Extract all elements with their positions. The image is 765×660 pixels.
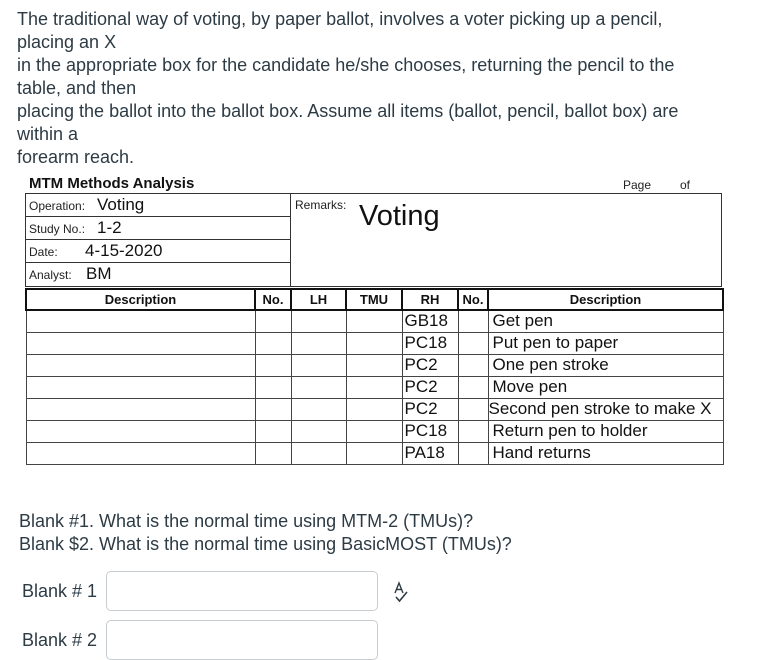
table-row <box>26 354 723 376</box>
page-label: Page <box>623 178 652 192</box>
intro-line: in the appropriate box for the candidate he/she chooses, returning the pencil to the <box>17 55 675 75</box>
lh-description-cell <box>26 310 255 332</box>
intro-line: table, and then <box>17 78 137 98</box>
tmu-cell <box>346 442 402 464</box>
blank-question-1: Blank #1. What is the normal time using MTM-2 (TMUs)? <box>19 511 474 531</box>
lh-cell <box>291 332 346 354</box>
lh-no-cell <box>255 354 291 376</box>
operation-value: Voting <box>97 195 145 214</box>
blank-1-input[interactable] <box>106 571 378 611</box>
lh-no-cell <box>255 442 291 464</box>
lh-description-cell <box>26 354 255 376</box>
table-header-row <box>26 289 723 310</box>
blank-2-input[interactable] <box>106 620 378 660</box>
table-row <box>26 310 723 332</box>
blank-question-2: Blank $2. What is the normal time using BasicMOST (TMUs)? <box>19 534 512 554</box>
column-header: RH <box>402 289 458 310</box>
lh-cell <box>291 420 346 442</box>
blank-2-label: Blank # 2 <box>22 629 98 650</box>
table-row <box>26 376 723 398</box>
lh-no-cell <box>255 376 291 398</box>
column-header: Description <box>26 289 255 310</box>
column-header: LH <box>291 289 346 310</box>
lh-description-cell <box>26 332 255 354</box>
rh-no-cell <box>458 442 488 464</box>
tmu-cell <box>346 332 402 354</box>
spell-check-icon[interactable] <box>391 581 411 603</box>
lh-description-cell <box>26 442 255 464</box>
lh-cell <box>291 310 346 332</box>
rh-description-cell: Put pen to paper <box>488 332 723 354</box>
column-header: Description <box>488 289 723 310</box>
lh-description-cell <box>26 420 255 442</box>
rh-cell: PA18 <box>402 442 458 464</box>
rh-cell: PC2 <box>402 398 458 420</box>
table-row <box>26 442 723 464</box>
rh-no-cell <box>458 310 488 332</box>
column-header: No. <box>458 289 488 310</box>
tmu-cell <box>346 310 402 332</box>
date-label: Date: <box>29 245 58 259</box>
rh-cell: PC18 <box>402 420 458 442</box>
blank-1-label: Blank # 1 <box>22 580 98 601</box>
remarks-value: Voting <box>359 200 440 232</box>
analyst-label: Analyst: <box>29 268 72 282</box>
table-row <box>26 398 723 420</box>
lh-cell <box>291 442 346 464</box>
tmu-cell <box>346 376 402 398</box>
operation-label: Operation: <box>29 199 86 213</box>
intro-line: placing the ballot into the ballot box. Assume all items (ballot, pencil, ballot box) are <box>17 101 679 121</box>
analyst-value: BM <box>86 264 112 283</box>
tmu-cell <box>346 354 402 376</box>
lh-no-cell <box>255 398 291 420</box>
question-intro <box>17 8 747 169</box>
lh-cell <box>291 376 346 398</box>
form-header-fields <box>26 194 291 286</box>
rh-cell: PC2 <box>402 354 458 376</box>
blank-1-row <box>22 571 378 611</box>
rh-cell: PC2 <box>402 376 458 398</box>
rh-no-cell <box>458 376 488 398</box>
form-header <box>25 193 722 287</box>
date-value: 4-15-2020 <box>85 241 163 260</box>
of-label: of <box>680 178 691 192</box>
lh-cell <box>291 398 346 420</box>
study-row <box>26 217 290 240</box>
date-row <box>26 240 290 263</box>
operation-row <box>26 194 290 217</box>
intro-line: within a <box>17 124 79 144</box>
rh-description-cell: One pen stroke <box>488 354 723 376</box>
table-row <box>26 420 723 442</box>
rh-description-cell: Hand returns <box>488 442 723 464</box>
lh-cell <box>291 354 346 376</box>
rh-description-cell: Return pen to holder <box>488 420 723 442</box>
tmu-cell <box>346 420 402 442</box>
rh-no-cell <box>458 332 488 354</box>
form-title: MTM Methods Analysis <box>29 175 195 192</box>
lh-no-cell <box>255 310 291 332</box>
rh-no-cell <box>458 354 488 376</box>
intro-line: forearm reach. <box>17 147 135 167</box>
rh-cell: GB18 <box>402 310 458 332</box>
tmu-cell <box>346 398 402 420</box>
intro-line: The traditional way of voting, by paper ballot, involves a voter picking up a pencil, <box>17 9 663 29</box>
lh-description-cell <box>26 398 255 420</box>
rh-cell: PC18 <box>402 332 458 354</box>
blank-2-row <box>22 620 378 660</box>
mtm-table <box>25 288 724 465</box>
table-row <box>26 332 723 354</box>
column-header: TMU <box>346 289 402 310</box>
column-header: No. <box>255 289 291 310</box>
intro-line: placing an X <box>17 32 117 52</box>
rh-no-cell <box>458 420 488 442</box>
rh-no-cell <box>458 398 488 420</box>
lh-no-cell <box>255 332 291 354</box>
remarks-label: Remarks: <box>295 198 347 212</box>
blank-questions <box>19 510 512 556</box>
study-value: 1-2 <box>97 218 122 237</box>
rh-description-cell: Get pen <box>488 310 723 332</box>
rh-description-cell: Second pen stroke to make X <box>488 398 723 420</box>
study-label: Study No.: <box>29 222 86 236</box>
rh-description-cell: Move pen <box>488 376 723 398</box>
analyst-row <box>26 263 290 286</box>
lh-no-cell <box>255 420 291 442</box>
lh-description-cell <box>26 376 255 398</box>
